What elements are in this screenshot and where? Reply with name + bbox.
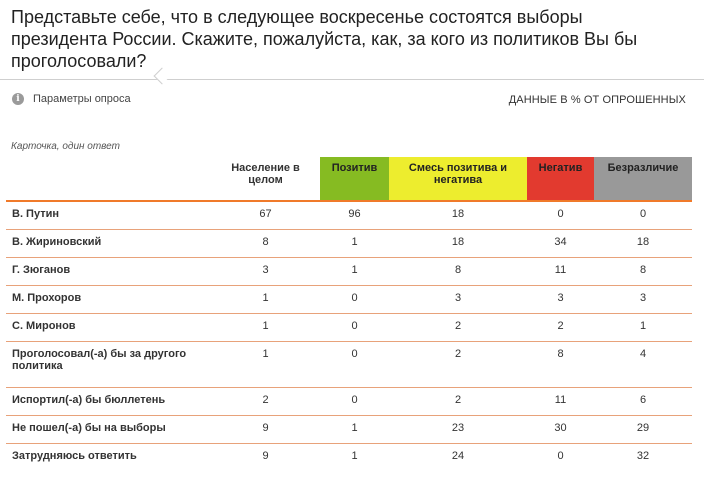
cell-mixed: 2	[389, 387, 527, 415]
cell-positive: 1	[351, 449, 358, 462]
cell-population: 8	[211, 229, 320, 257]
table-row	[6, 313, 692, 341]
row-label: Испортил(-а) бы бюллетень	[6, 387, 211, 415]
cell-population: 1	[211, 341, 320, 387]
cell-negative: 2	[527, 313, 594, 341]
row-label: В. Путин	[6, 201, 211, 229]
row-label: В. Жириновский	[6, 229, 211, 257]
header-negative: Негатив	[527, 157, 594, 201]
survey-question: Представьте себе, что в следующее воскресенье состоятся выборы президента России. Скажите, пожалуйста, как, за кого из политиков Вы бы проголосовали?	[11, 7, 638, 71]
cell-negative: 11	[527, 257, 594, 285]
header-positive: Позитив	[320, 157, 389, 201]
cell-positive: 1	[320, 257, 389, 285]
info-icon: i	[12, 93, 24, 105]
cell-positive: 96	[320, 201, 389, 229]
cell-indifferent: 3	[594, 285, 692, 313]
card-note: Карточка, один ответ	[11, 141, 120, 152]
units-label: ДАННЫЕ В % ОТ ОПРОШЕННЫХ	[508, 94, 686, 106]
table-row	[6, 201, 692, 229]
table-row	[6, 387, 692, 415]
cell-positive: 0	[320, 387, 389, 415]
cell-indifferent: 32	[636, 449, 650, 462]
cell-population: 2	[211, 387, 320, 415]
cell-negative: 30	[527, 415, 594, 443]
cell-mixed: 2	[389, 341, 527, 387]
cell-indifferent: 29	[594, 415, 692, 443]
row-label: Не пошел(-а) бы на выборы	[6, 415, 211, 443]
cell-population: 1	[211, 313, 320, 341]
cell-mixed: 8	[389, 257, 527, 285]
table-row	[6, 285, 692, 313]
cell-negative: 3	[527, 285, 594, 313]
cell-positive: 0	[320, 285, 389, 313]
header-label-column	[6, 157, 211, 201]
cell-indifferent: 8	[594, 257, 692, 285]
cell-negative: 8	[527, 341, 594, 387]
cell-indifferent: 18	[594, 229, 692, 257]
cell-negative: 34	[527, 229, 594, 257]
row-label: Затрудняюсь ответить	[12, 449, 137, 462]
header-population: Население в целом	[211, 157, 320, 201]
cell-positive: 1	[320, 229, 389, 257]
cell-mixed: 2	[389, 313, 527, 341]
survey-params-label: Параметры опроса	[33, 93, 131, 105]
cell-mixed: 23	[389, 415, 527, 443]
cell-positive: 1	[320, 415, 389, 443]
header-mixed: Смесь позитива и негатива	[389, 157, 527, 201]
row-label: Г. Зюганов	[6, 257, 211, 285]
cell-mixed: 24	[451, 449, 465, 462]
table-row	[6, 341, 692, 387]
table-row	[6, 415, 692, 443]
table-row	[6, 229, 692, 257]
header-indifferent: Безразличие	[594, 157, 692, 201]
cell-mixed: 18	[389, 201, 527, 229]
cell-negative: 0	[527, 201, 594, 229]
row-label: С. Миронов	[6, 313, 211, 341]
cell-negative: 11	[527, 387, 594, 415]
cell-indifferent: 1	[594, 313, 692, 341]
cell-mixed: 18	[389, 229, 527, 257]
header-divider	[0, 79, 704, 80]
cell-population: 9	[262, 449, 269, 462]
results-table	[6, 157, 692, 471]
row-label: М. Прохоров	[6, 285, 211, 313]
cell-positive: 0	[320, 341, 389, 387]
cell-population: 67	[211, 201, 320, 229]
cell-positive: 0	[320, 313, 389, 341]
row-label: Проголосовал(-а) бы за другого политика	[6, 341, 211, 387]
survey-params-toggle[interactable]	[12, 93, 131, 105]
cell-population: 9	[211, 415, 320, 443]
cell-negative: 0	[557, 449, 564, 462]
cell-population: 1	[211, 285, 320, 313]
table-row	[6, 443, 692, 471]
table-row	[6, 257, 692, 285]
cell-population: 3	[211, 257, 320, 285]
cell-indifferent: 4	[594, 341, 692, 387]
table-header-row	[6, 157, 692, 201]
cell-indifferent: 6	[594, 387, 692, 415]
cell-mixed: 3	[389, 285, 527, 313]
cell-indifferent: 0	[594, 201, 692, 229]
